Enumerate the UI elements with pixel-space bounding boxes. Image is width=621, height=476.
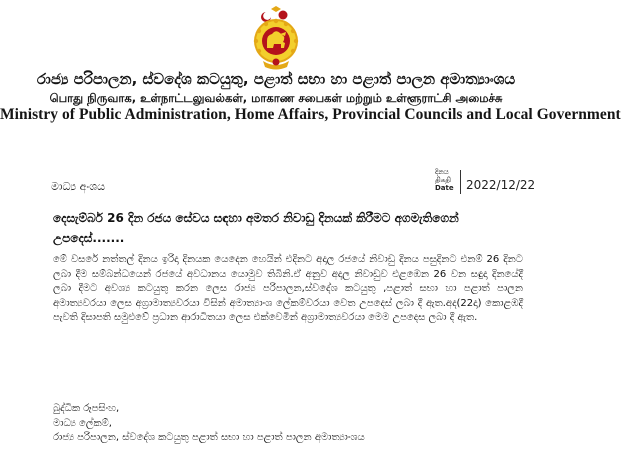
date-label-tamil: திகதி	[435, 176, 451, 184]
date-label-sinhala: දිනය	[435, 168, 449, 176]
date-label-stack	[435, 168, 455, 192]
signature-ministry: රාජ්‍ය පරිපාලන, ස්වදේශ කටයුතු පළාත් සභා හා පළාත් පාලන අමාත්‍යාංශය	[53, 432, 365, 443]
sri-lanka-state-emblem	[247, 5, 305, 73]
signature-block	[53, 402, 365, 446]
date-label-english: Date	[435, 184, 454, 192]
press-release-title: දෙසැම්බර් 26 දින රජය සේවය සඳහා අමතර නිවාඩු දිනයක් කිරීමට අගමැතිගෙන් උපදෙස්.......	[53, 211, 459, 245]
ministry-name-sinhala: රාජ්‍ය පරිපාලන, ස්වදේශ කටයුතු, පළාත් සභා හා පළාත් පාලන අමාත්‍යාංශය	[36, 70, 516, 88]
date-bracket	[456, 170, 461, 194]
ministry-name-english: Ministry of Public Administration, Home Affairs, Provincial Councils and Local Government	[0, 106, 621, 123]
media-division-label: මාධ්‍ය අංශය	[51, 180, 105, 193]
signature-name: බුද්ධික රූපසිංහ,	[53, 403, 120, 414]
date-value: 2022/12/22	[466, 178, 536, 192]
press-release-body: මේ වසරේ නත්තල් දිනය ඉරිදා දිනයක යෙදෙන හෙයින් එදිනට අදාල රජයේ නිවාඩු දිනය පසුදිනට එනම් 26 දිනට ලබා දීම සම්බන්ධයෙන් රජයේ අවධානය යොමුව තිබිනි.ඒ අනුව අදාල නිවාඩුව එළඹෙන 26 වන සඳුදා දිනයේදී ලබා දීමට අවශ්‍ය කටයුතු කරන ලෙස රාජ්‍ය පරිපාලන,ස්වදේශ කටයුතු ,පළාත් සභා හා පළාත් පාලන අමාත්‍යවරයා ලෙස අග්‍රාමාත්‍යවරයා විසින් අමාත්‍යාංශ ලේකම්වරයා වෙත උපදෙස් ලබා දී ඇත.අද(22දා) කොළඹදී පැවති දිසාපති සමුළුවේ ප්‍රධාන ආරාධිතයා ලෙස එක්වෙමින් අග්‍රාමාත්‍යවරයා මෙම උපදෙස ලබා දී ඇත.	[53, 254, 523, 323]
ministry-name-tamil: பொது நிருவாக, உள்நாட்டலுவல்கள், மாகாண சபைகள் மற்றும் உள்ளூராட்சி அமைச்சு	[49, 91, 503, 105]
signature-role: මාධ්‍ය ලේකම්,	[53, 417, 112, 429]
